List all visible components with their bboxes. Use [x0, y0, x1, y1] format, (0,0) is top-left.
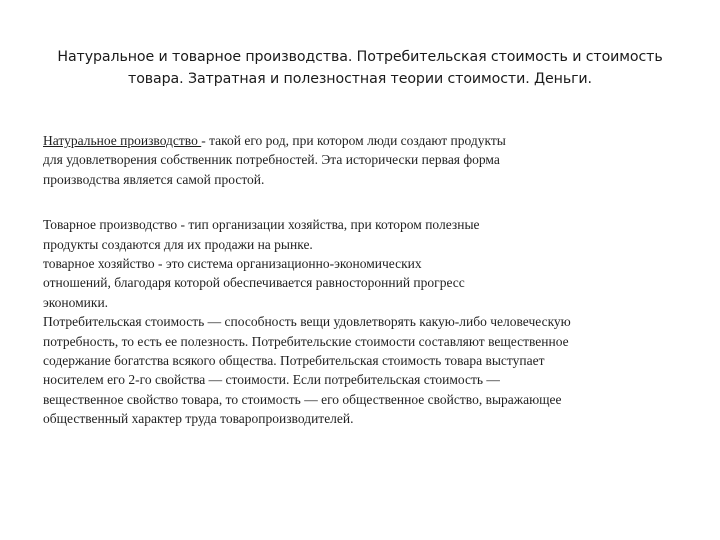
slide-title — [20, 46, 700, 90]
term-natural-production: Натуральное производство — [43, 133, 202, 148]
text-line: потребность, то есть ее полезность. Потребительские стоимости составляют вещественное — [43, 333, 569, 349]
text-line: Потребительская стоимость — способность вещи удовлетворять какую-либо человеческую — [43, 314, 571, 330]
paragraph-commodity-production — [43, 215, 693, 428]
title-line: Натуральное и товарное производства. Потребительская стоимость и стоимость — [57, 49, 663, 65]
paragraph-gap — [43, 189, 693, 215]
text-line: производства является самой простой. — [43, 171, 265, 187]
text-line: продукты создаются для их продажи на рынке. — [43, 236, 313, 252]
text-line: экономики. — [43, 294, 109, 310]
definition-text: - такой его род, при котором люди создают продукты — [201, 133, 506, 148]
text-line: носителем его 2-го свойства — стоимости. Если потребительская стоимость — — [43, 372, 500, 388]
slide-body — [43, 131, 693, 428]
text-line: вещественное свойство товара, то стоимость — его общественное свойство, выражающее — [43, 391, 562, 407]
text-line: общественный характер труда товаропроизводителей. — [43, 411, 354, 427]
text-line: содержание богатства всякого общества. Потребительская стоимость товара выступает — [43, 352, 545, 368]
text-line: Товарное производство - тип организации хозяйства, при котором полезные — [43, 217, 480, 233]
text-line: для удовлетворения собственник потребностей. Эта исторически первая форма — [43, 152, 500, 168]
text-line: товарное хозяйство - это система организационно-экономических — [43, 255, 422, 271]
paragraph-natural-production — [43, 131, 693, 189]
text-line — [43, 131, 693, 150]
title-line: товара. Затратная и полезностная теории стоимости. Деньги. — [128, 71, 592, 87]
text-line: отношений, благодаря которой обеспечивается равносторонний прогресс — [43, 275, 465, 291]
